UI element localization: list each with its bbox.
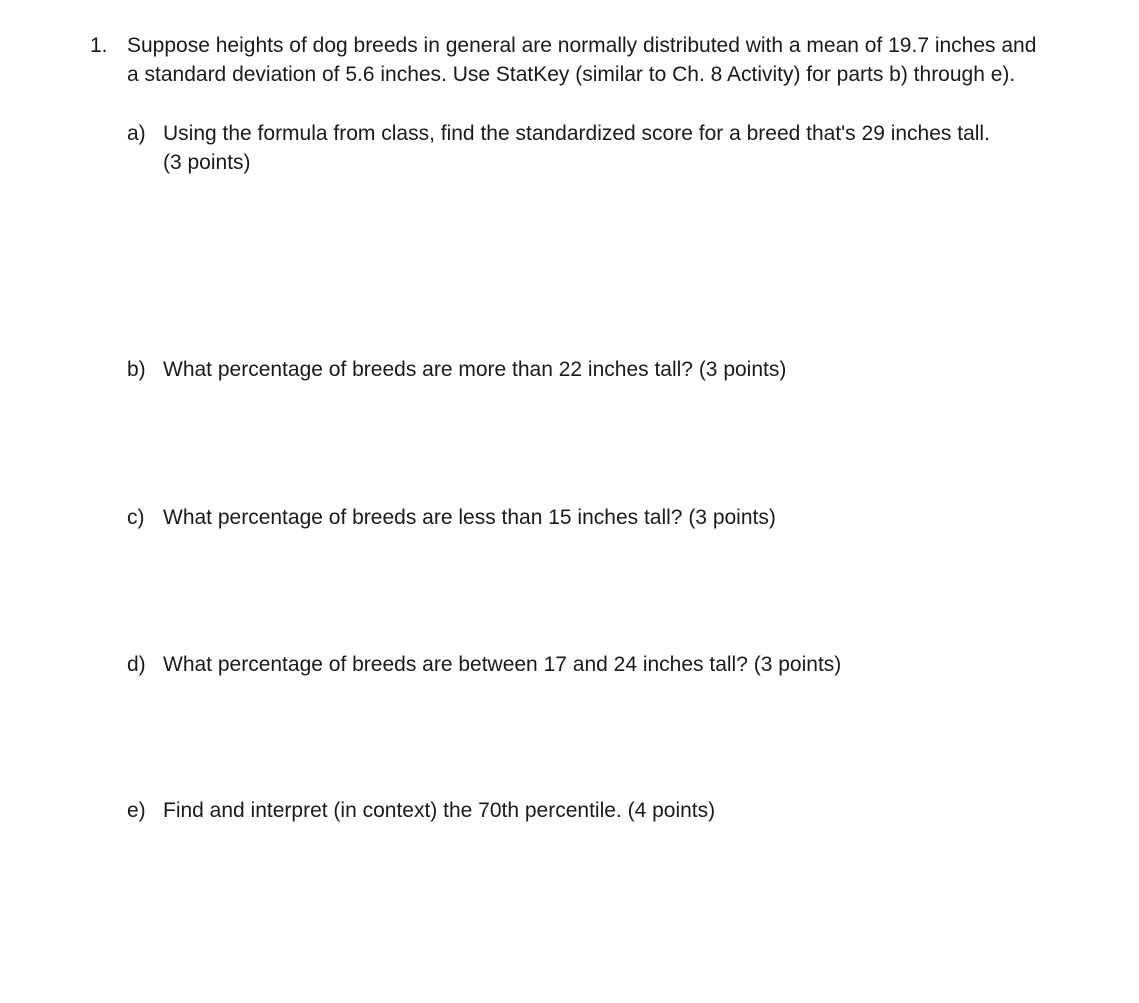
question-stem-line-1: Suppose heights of dog breeds in general are normally distributed with a mean of 19.7 inches and xyxy=(127,34,1037,57)
part-label: b) xyxy=(127,358,146,381)
part-label: a) xyxy=(127,122,146,145)
part-text xyxy=(163,119,1083,177)
part-label: c) xyxy=(127,506,145,529)
part-text: What percentage of breeds are more than 22 inches tall? (3 points) xyxy=(163,358,787,381)
part-label: e) xyxy=(127,799,146,822)
question-stem xyxy=(127,31,1107,89)
part-a-line-1: Using the formula from class, find the standardized score for a breed that's 29 inches tall. xyxy=(163,122,990,145)
part-text: What percentage of breeds are less than 15 inches tall? (3 points) xyxy=(163,506,776,529)
part-label: d) xyxy=(127,653,146,676)
question-stem-line-2: a standard deviation of 5.6 inches. Use StatKey (similar to Ch. 8 Activity) for parts b) through e). xyxy=(127,63,1016,86)
question-number: 1. xyxy=(90,34,108,57)
part-text: What percentage of breeds are between 17 and 24 inches tall? (3 points) xyxy=(163,653,842,676)
part-text: Find and interpret (in context) the 70th percentile. (4 points) xyxy=(163,799,716,822)
part-a-line-2: (3 points) xyxy=(163,151,251,174)
